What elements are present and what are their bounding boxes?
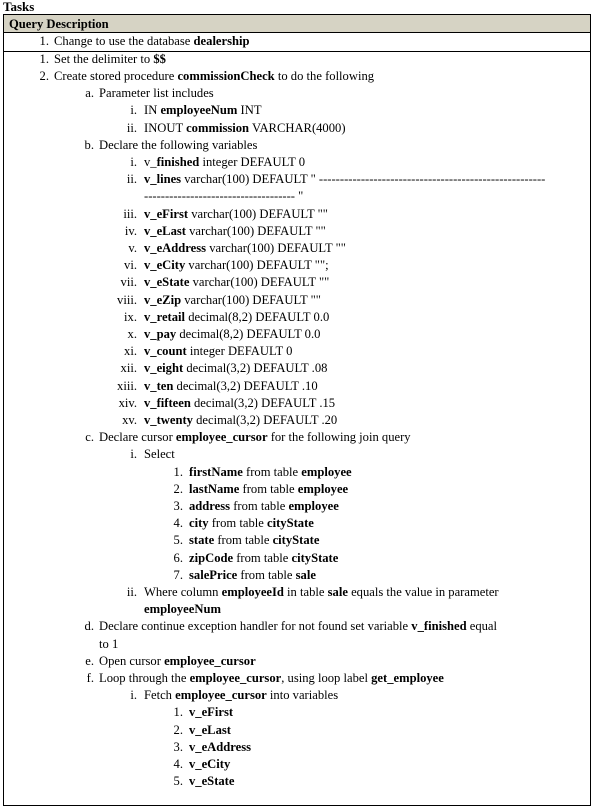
bold-term: v_eFirst (144, 206, 189, 221)
text-run: for the following join query (267, 430, 411, 445)
list-marker: 1. (173, 464, 183, 479)
bold-term: v_eZip (144, 292, 182, 307)
text-run: from table (237, 567, 296, 582)
bold-term: cityState (272, 533, 320, 548)
text-run: decimal(3,2) DEFAULT .10 (173, 378, 318, 393)
list-item (189, 705, 233, 720)
list-marker: 3. (173, 498, 183, 513)
bold-term: v_retail (144, 309, 186, 324)
bold-term: v_fifteen (144, 395, 191, 410)
bold-term: dealership (193, 34, 250, 48)
list-item (144, 121, 346, 136)
list-item (144, 207, 328, 222)
list-item (144, 310, 329, 325)
list-marker: ii. (126, 120, 137, 135)
text-run: Loop through the (99, 670, 190, 685)
bold-term: employee_cursor (175, 430, 268, 445)
text-run: INOUT (144, 120, 187, 135)
list-marker: x. (127, 326, 137, 341)
text-run: to do the following (274, 68, 375, 83)
list-marker: 4. (173, 516, 183, 531)
text-run: Create stored procedure (54, 68, 178, 83)
list-marker: v. (128, 240, 137, 255)
list-item (144, 602, 221, 617)
bold-term: lastName (189, 481, 240, 496)
text-run: equals the value in parameter (347, 584, 499, 599)
list-marker: xv. (122, 412, 137, 427)
bold-term: $$ (153, 51, 166, 66)
text-run: Change to use the database (54, 34, 194, 48)
list-marker: b. (84, 137, 94, 152)
list-item (99, 654, 256, 669)
text-run: from table (208, 516, 267, 531)
list-item (189, 774, 234, 789)
list-marker: ix. (124, 309, 137, 324)
list-marker: 1. (39, 51, 49, 66)
text-run: Fetch (144, 688, 176, 703)
list-marker: a. (85, 86, 94, 101)
list-item (99, 671, 444, 686)
text-run: Open cursor (99, 653, 165, 668)
list-item (144, 258, 329, 273)
bold-term: v_eAddress (144, 240, 207, 255)
list-item (189, 533, 319, 548)
bold-term: sale (295, 567, 316, 582)
list-item (54, 52, 166, 67)
list-marker: viii. (117, 292, 137, 307)
list-marker: 1. (173, 705, 183, 720)
bold-term: employee (297, 481, 349, 496)
text-run: varchar(100) DEFAULT "" (189, 275, 330, 290)
text-run: Declare continue exception handler for not found set variable (99, 619, 412, 634)
text-run: varchar(100) DEFAULT "" (185, 223, 326, 238)
text-run: from table (239, 481, 298, 496)
bold-term: employeeNum (160, 103, 238, 118)
text-run: decimal(8,2) DEFAULT 0.0 (185, 309, 330, 324)
text-run: from table (233, 550, 292, 565)
list-marker: i. (130, 688, 137, 703)
list-marker: vi. (124, 258, 137, 273)
list-marker: c. (85, 430, 94, 445)
list-item (54, 69, 374, 84)
bold-term: commissionCheck (177, 68, 275, 83)
text-run: to 1 (99, 636, 119, 651)
list-marker: iii. (123, 206, 137, 221)
text-run: from table (230, 498, 289, 513)
list-marker: xiii. (117, 378, 137, 393)
bold-term: v_eState (189, 774, 235, 789)
list-marker: 5. (173, 774, 183, 789)
bold-term: v_eLast (189, 722, 231, 737)
list-marker: 2. (173, 722, 183, 737)
text-run: integer DEFAULT 0 (186, 344, 293, 359)
text-run: Parameter list includes (99, 86, 214, 101)
bold-term: v_finished (411, 619, 467, 634)
text-run: varchar(100) DEFAULT "" (181, 292, 321, 307)
list-marker: i. (130, 103, 137, 118)
text-run: Set the delimiter to (54, 51, 154, 66)
bold-term: v_eCity (144, 258, 186, 273)
list-item (189, 568, 316, 583)
outer-list-item (54, 34, 250, 49)
list-item (144, 189, 303, 204)
list-marker: xii. (120, 361, 137, 376)
text-run: IN (144, 103, 161, 118)
list-item (144, 379, 318, 394)
list-item (189, 516, 314, 531)
list-item (189, 723, 231, 738)
bold-term: state (189, 533, 215, 548)
text-run: decimal(3,2) DEFAULT .08 (183, 361, 328, 376)
list-item (189, 551, 338, 566)
list-marker: ii. (126, 172, 137, 187)
list-item (189, 740, 251, 755)
text-run: varchar(100) DEFAULT "" (206, 240, 346, 255)
text-run: INT (237, 103, 262, 118)
list-marker: 5. (173, 533, 183, 548)
table-header: Query Description (4, 15, 590, 33)
bold-term: v_eState (144, 275, 190, 290)
list-item (189, 465, 352, 480)
text-run: varchar(100) DEFAULT "" (188, 206, 328, 221)
text-run: decimal(3,2) DEFAULT .15 (190, 395, 336, 410)
text-run: varchar(100) DEFAULT ""; (185, 258, 329, 273)
text-run: from table (242, 464, 302, 479)
bold-term: v_count (144, 344, 187, 359)
list-marker: 7. (173, 567, 183, 582)
list-item (99, 138, 257, 153)
list-marker: 6. (173, 550, 183, 565)
text-run: decimal(3,2) DEFAULT .20 (192, 412, 338, 427)
text-run: equal (466, 619, 497, 634)
bold-term: v_eLast (144, 223, 186, 238)
list-item (144, 361, 327, 376)
text-run: , using loop label (281, 670, 372, 685)
bold-term: sale (327, 584, 348, 599)
bold-term: zipCode (189, 550, 234, 565)
list-marker: vii. (120, 275, 137, 290)
text-run: VARCHAR(4000) (249, 120, 346, 135)
list-item (144, 241, 346, 256)
list-marker: xi. (124, 344, 137, 359)
bold-term: employeeId (221, 584, 284, 599)
list-marker: 2. (39, 68, 49, 83)
list-item (144, 585, 499, 600)
bold-term: v_eAddress (189, 739, 252, 754)
list-item (144, 413, 337, 428)
bold-term: v_twenty (144, 412, 193, 427)
query-description-table (3, 14, 591, 806)
bold-term: v_lines (144, 172, 182, 187)
list-item (144, 103, 262, 118)
text-run: decimal(8,2) DEFAULT 0.0 (176, 326, 321, 341)
bold-term: v_eight (144, 361, 184, 376)
text-run: Declare the following variables (99, 137, 258, 152)
text-run: in table (283, 584, 328, 599)
list-item (144, 447, 175, 462)
list-item (189, 482, 348, 497)
list-item (144, 172, 545, 187)
text-run: ------------------------------------ " (144, 189, 304, 204)
text-run: Declare cursor (99, 430, 176, 445)
text-run: into variables (266, 688, 339, 703)
outer-list-marker: 1. (39, 34, 49, 48)
text-run: Where column (144, 584, 222, 599)
list-marker: d. (84, 619, 94, 634)
list-item (99, 619, 497, 634)
bold-term: v_pay (144, 326, 177, 341)
bold-term: firstName (189, 464, 243, 479)
list-item (144, 688, 338, 703)
text-run: from table (214, 533, 273, 548)
bold-term: employee (301, 464, 352, 479)
list-item (189, 757, 230, 772)
list-marker: i. (130, 154, 137, 169)
text-run: Select (144, 447, 175, 462)
list-item (144, 155, 305, 170)
list-item (144, 293, 321, 308)
list-marker: xiv. (118, 395, 137, 410)
bold-term: employee (288, 498, 339, 513)
bold-term: v_eCity (189, 756, 231, 771)
bold-term: salePrice (189, 567, 238, 582)
list-item (144, 344, 292, 359)
list-marker: 3. (173, 739, 183, 754)
list-item (99, 86, 214, 101)
bold-term: employee_cursor (189, 670, 282, 685)
text-run: integer DEFAULT 0 (199, 154, 306, 169)
text-run: varchar(100) DEFAULT " ------------------------------------------------------ (181, 172, 546, 187)
bold-term: cityState (267, 516, 314, 531)
list-item (144, 275, 329, 290)
list-marker: 4. (173, 756, 183, 771)
bold-term: cityState (291, 550, 339, 565)
list-marker: 2. (173, 481, 183, 496)
bold-term: address (189, 498, 231, 513)
page-title: Tasks (3, 0, 35, 14)
bold-term: v_eFirst (189, 705, 234, 720)
list-item (144, 327, 320, 342)
bold-term: employeeNum (144, 602, 221, 617)
bold-term: employee_cursor (175, 688, 267, 703)
bold-term: get_employee (371, 670, 444, 685)
bold-term: commission (186, 120, 250, 135)
bold-term: finished (156, 154, 200, 169)
list-marker: ii. (126, 584, 137, 599)
list-marker: iv. (124, 223, 137, 238)
list-marker: e. (85, 653, 94, 668)
list-marker: f. (86, 670, 94, 685)
list-marker: i. (130, 447, 137, 462)
bold-term: employee_cursor (164, 653, 256, 668)
bold-term: city (189, 516, 209, 531)
list-item (144, 396, 335, 411)
list-item (144, 224, 326, 239)
list-item (99, 637, 118, 652)
text-run: v_ (144, 154, 157, 169)
list-item (99, 430, 411, 445)
bold-term: v_ten (144, 378, 174, 393)
list-item (189, 499, 339, 514)
